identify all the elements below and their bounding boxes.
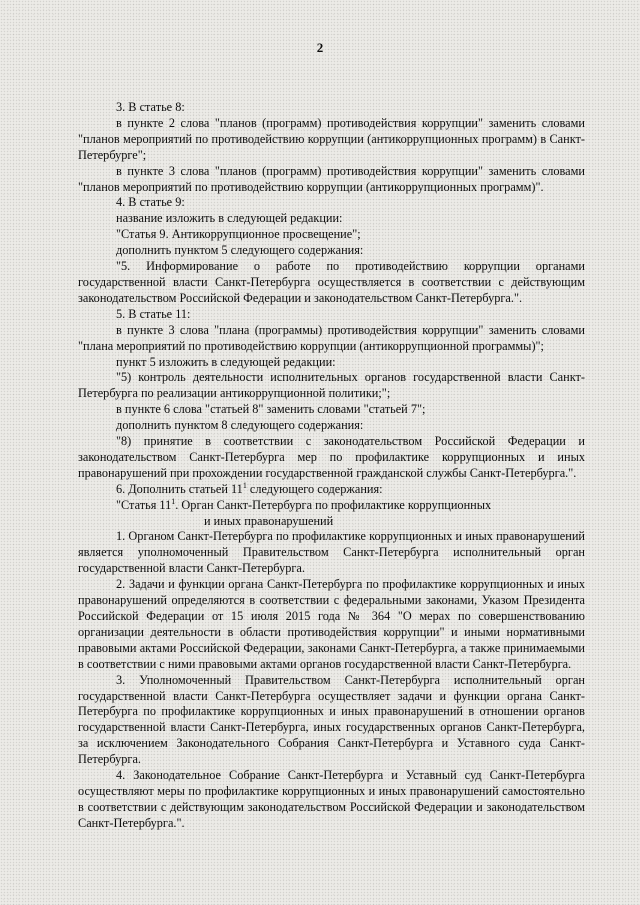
document-paragraph [78, 577, 585, 672]
document-paragraph [78, 100, 585, 116]
paragraph-text: пункт 5 изложить в следующей редакции: [116, 354, 336, 369]
paragraph-text: "Статья 9. Антикоррупционное просвещение"; [116, 227, 361, 242]
document-paragraph [78, 195, 585, 211]
document-body [78, 100, 585, 832]
document-paragraph [78, 402, 585, 418]
page-number: 2 [316, 40, 324, 55]
document-paragraph [78, 498, 585, 514]
document-paragraph [78, 434, 585, 482]
document-paragraph [78, 355, 585, 371]
document-paragraph [78, 227, 585, 243]
superscript: 1 [242, 480, 247, 490]
document-paragraph [78, 116, 585, 164]
paragraph-text: в пункте 3 слова "плана (программы) противодействия коррупции" заменить словами "плана мероприятий по противодействию коррупции (антикоррупционной программы)"; [78, 322, 585, 353]
document-paragraph [78, 370, 585, 402]
document-paragraph [78, 529, 585, 577]
paragraph-text: 3. Уполномоченный Правительством Санкт-Петербурга исполнительный орган государственной власти Санкт-Петербурга осуществляет задачи и функции органа Санкт-Петербурга по профилактике коррупционных и иных правонарушений в отношении органов государственной власти Санкт-Петербурга, иных государственных органов Санкт-Петербурга, за исключением Законодательного Собрания Санкт-Петербурга и Уставного суда Санкт-Петербурга. [78, 672, 585, 767]
paragraph-text: 2. Задачи и функции органа Санкт-Петербурга по профилактике коррупционных и иных правонарушений определяются в соответствии с федеральными законами, Указом Президента Российской Федерации от 15 июля 2015 года № 364 "О мерах по совершенствованию организации деятельности в области противодействия коррупции" и иными нормативными правовыми актами Российской Федерации, законами Санкт-Петербурга, а также принимаемыми в соответствии с ними правовыми актами органов государственной власти Санкт-Петербурга. [78, 577, 585, 671]
superscript: 1 [171, 496, 176, 506]
document-paragraph [78, 673, 585, 768]
paragraph-text: название изложить в следующей редакции: [116, 211, 343, 226]
paragraph-text: "Статья 11 [116, 497, 172, 512]
paragraph-text: 3. В статье 8: [116, 100, 185, 114]
paragraph-text: 6. Дополнить статьей 11 [116, 481, 243, 496]
paragraph-text: "8) принятие в соответствии с законодательством Российской Федерации и законодательством Санкт-Петербурга мер по профилактике коррупционных и иных правонарушений при прохождении государственной гражданской службы Санкт-Петербурга.". [78, 434, 585, 480]
document-paragraph [78, 164, 585, 196]
document-paragraph [78, 307, 585, 323]
document-paragraph [78, 514, 585, 530]
paragraph-text: 1. Органом Санкт-Петербурга по профилактике коррупционных и иных правонарушений является уполномоченный Правительством Санкт-Петербурга исполнительный орган государственной власти Санкт-Петербурга. [78, 529, 585, 576]
paragraph-text-tail: . Орган Санкт-Петербурга по профилактике коррупционных [175, 497, 492, 512]
document-paragraph [78, 768, 585, 832]
document-paragraph [78, 259, 585, 307]
paragraph-text: дополнить пунктом 5 следующего содержания: [116, 243, 364, 258]
paragraph-text: "5) контроль деятельности исполнительных органов государственной власти Санкт-Петербурга по реализации антикоррупционной политики;"; [78, 370, 585, 401]
paragraph-text: в пункте 6 слова "статьей 8" заменить словами "статьей 7"; [116, 402, 426, 417]
document-paragraph [78, 211, 585, 227]
paragraph-text: в пункте 3 слова "планов (программ) противодействия коррупции" заменить словами "планов мероприятий по противодействию коррупции (антикоррупционных программ)". [78, 163, 585, 194]
paragraph-text: 4. Законодательное Собрание Санкт-Петербурга и Уставный суд Санкт-Петербурга осуществляют меры по профилактике коррупционных и иных правонарушений самостоятельно в соответствии с действующим законодательством Российской Федерации и законодательством Санкт-Петербурга.". [78, 768, 585, 830]
document-paragraph [78, 323, 585, 355]
paragraph-text: дополнить пунктом 8 следующего содержания: [116, 418, 364, 433]
paragraph-text: в пункте 2 слова "планов (программ) противодействия коррупции" заменить словами "планов мероприятий по противодействию коррупции (антикоррупционных программ) в Санкт-Петербурге"; [78, 115, 585, 162]
paragraph-text-tail: следующего содержания: [246, 481, 383, 496]
document-paragraph [78, 243, 585, 259]
paragraph-text: 5. В статье 11: [116, 306, 191, 321]
paragraph-text: 4. В статье 9: [116, 195, 185, 210]
document-paragraph [78, 418, 585, 434]
paragraph-text: "5. Информирование о работе по противодействию коррупции органами государственной власти Санкт-Петербурга осуществляется в соответствии с действующим законодательством Российской Федерации и законодательством Санкт-Петербурга.". [78, 259, 585, 305]
paragraph-text: и иных правонарушений [204, 513, 334, 528]
document-paragraph [78, 482, 585, 498]
